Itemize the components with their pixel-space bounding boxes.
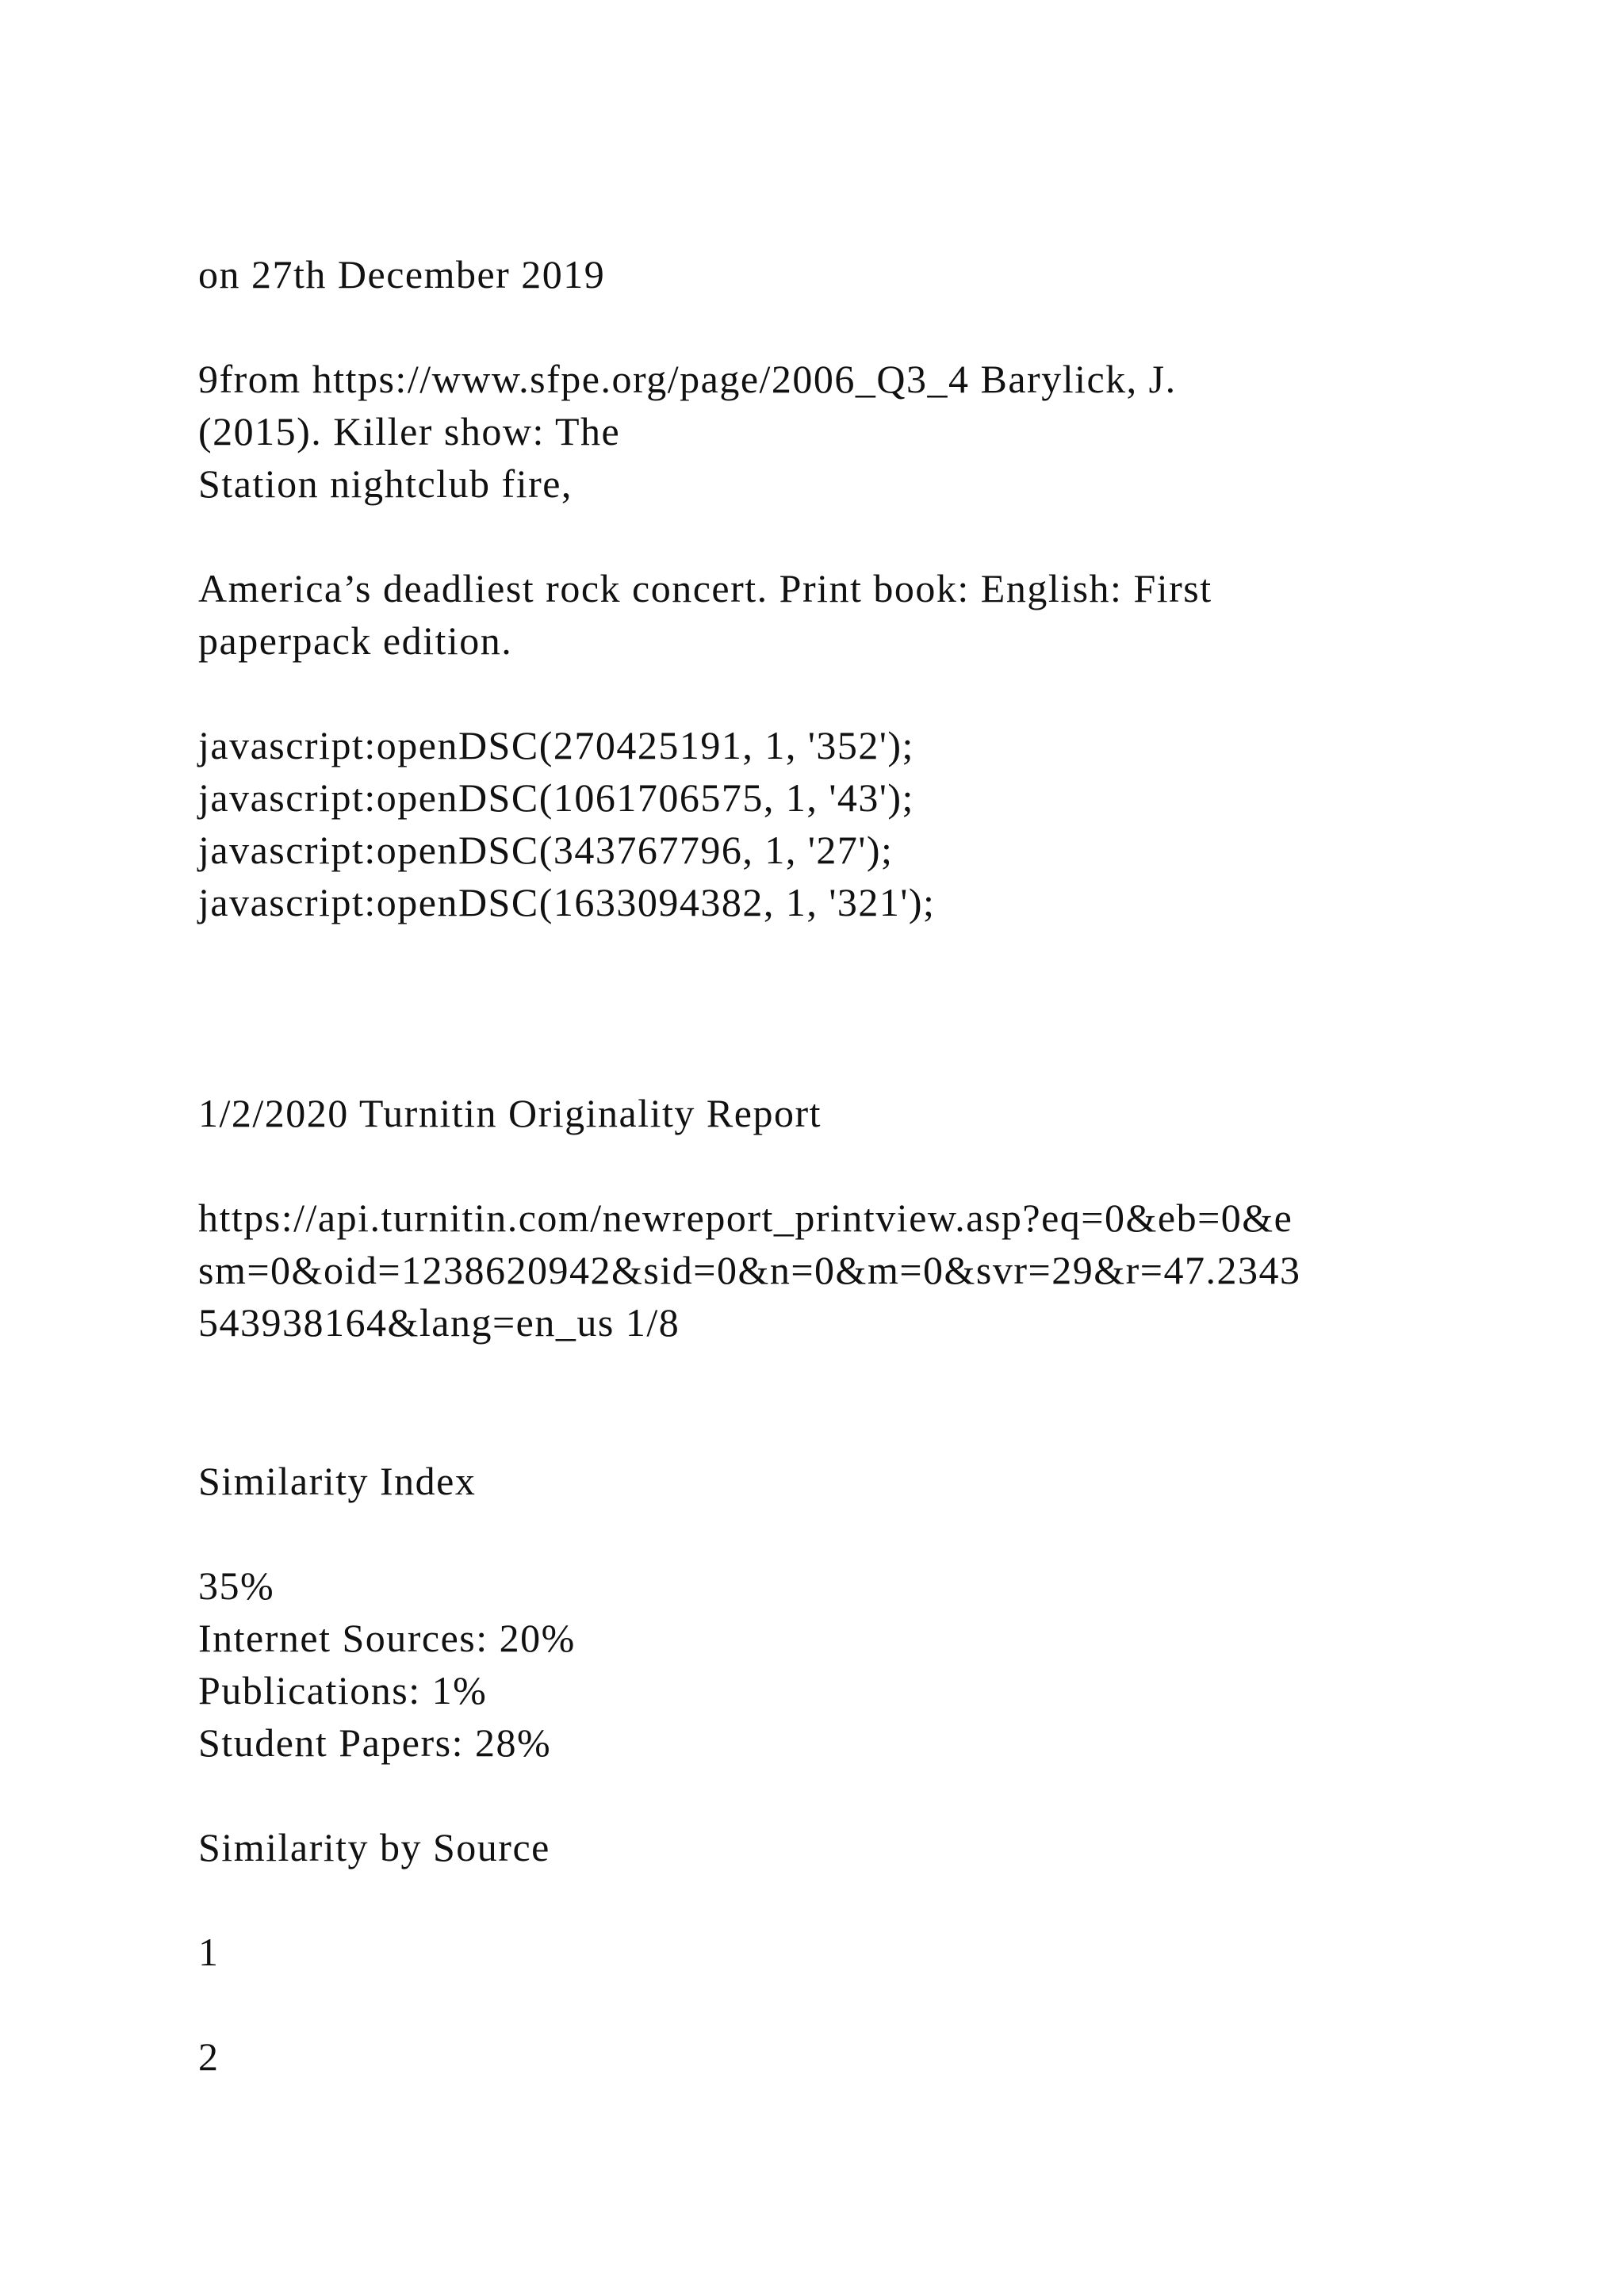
document-body [198,248,1507,2083]
similarity-publications: Publications: 1% [198,1668,488,1712]
similarity-total: 35% [198,1563,275,1608]
report-url-line: https://api.turnitin.com/newreport_printview.asp?eq=0&eb=0&e [198,1196,1293,1240]
script-line: javascript:openDSC(1061706575, 1, '43'); [198,775,914,820]
reference-line: paperpack edition. [198,618,513,663]
reference-line: (2015). Killer show: The [198,409,621,453]
source-item: 1 [198,1930,220,1974]
report-header: 1/2/2020 Turnitin Originality Report [198,1091,822,1135]
reference-line: America’s deadliest rock concert. Print book: English: First [198,566,1212,610]
spacer [198,1873,1507,1926]
spacer [198,1139,1507,1192]
script-line: javascript:openDSC(1633094382, 1, '321'); [198,880,936,924]
similarity-student-papers: Student Papers: 28% [198,1720,552,1765]
spacer [198,1507,1507,1559]
spacer [198,928,1507,1087]
spacer [198,667,1507,719]
spacer [198,300,1507,353]
spacer [198,1978,1507,2030]
spacer [198,1769,1507,1821]
date-line: on 27th December 2019 [198,252,606,297]
report-url-line: 543938164&lang=en_us 1/8 [198,1300,680,1345]
source-item: 2 [198,2034,220,2079]
spacer [198,510,1507,562]
similarity-by-source-heading: Similarity by Source [198,1825,550,1869]
similarity-index-heading: Similarity Index [198,1459,477,1503]
reference-line: 9from https://www.sfpe.org/page/2006_Q3_4 Barylick, J. [198,357,1177,401]
script-line: javascript:openDSC(270425191, 1, '352'); [198,723,914,767]
similarity-internet: Internet Sources: 20% [198,1616,576,1660]
spacer [198,1349,1507,1455]
script-line: javascript:openDSC(343767796, 1, '27'); [198,828,894,872]
report-url-line: sm=0&oid=1238620942&sid=0&n=0&m=0&svr=29&r=47.2343 [198,1248,1301,1292]
reference-line: Station nightclub fire, [198,461,573,506]
